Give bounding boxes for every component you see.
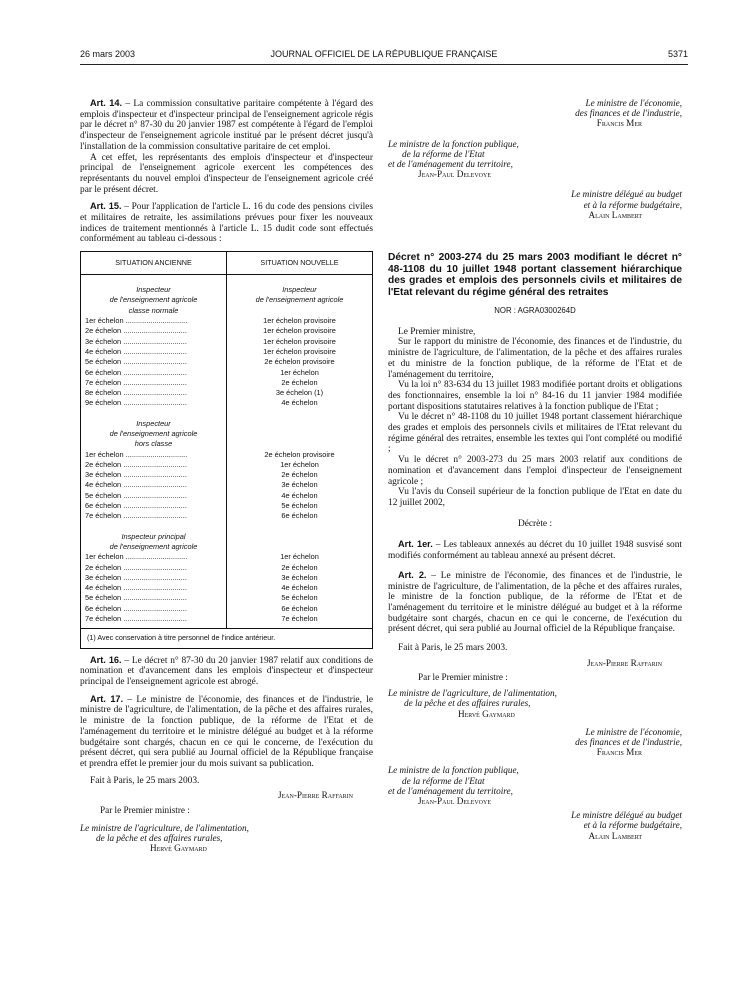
header-page-number: 5371 — [667, 49, 688, 59]
par-premier-ministre: Par le Premier ministre : — [100, 804, 190, 815]
page-header — [80, 49, 688, 63]
table-cell-new: 7e échelon — [281, 614, 318, 624]
article-2-text: – Le ministre de l'économie, des finances et de l'industrie, le ministre de l'agriculture, de l'alimentation, de la pêche et des affaires rurales, le ministre de la fonction publique, de la réforme de l'Etat et de l'aménagement du territoire et le ministre délégué au budget et à la réforme budgétaire sont chargés, chacun en ce qui le concerne, de l'exécution du présent décret, qui sera publié au Journal officiel de la République française. — [388, 570, 682, 635]
table-group-title-new — [231, 532, 368, 553]
table-group-title-old: Inspecteur de l'enseignement agricole classe normale — [109, 285, 198, 315]
visa-decret-2003-273: Vu le décret n° 2003-273 du 25 mars 2003 relatif aux conditions de nomination et d'avancement dans l'emploi d'inspecteur de l'enseignement agricole ; — [388, 455, 682, 487]
table-cell-old: 8e échelon ............................... — [85, 388, 187, 398]
min-agri-right-line2: de la pêche et des affaires rurales, — [404, 698, 531, 709]
min-agri-line2: de la pêche et des affaires rurales, — [96, 832, 223, 843]
sig-bud-line1: Le ministre délégué au budget — [571, 189, 682, 200]
sig-bud-line2: et à la réforme budgétaire, — [583, 199, 682, 210]
table-cell-old: 5e échelon ............................... — [85, 357, 187, 367]
sig-eco-right-name: Francis Mer — [596, 747, 642, 758]
article-16 — [80, 655, 373, 688]
table-cell-old: 3e échelon ............................... — [85, 470, 187, 480]
table-cell-new: 1er échelon provisoire — [263, 346, 336, 356]
article-17-label: Art. 17. — [90, 693, 124, 704]
article-14-label: Art. 14. — [90, 98, 123, 108]
header-date: 26 mars 2003 — [80, 49, 136, 59]
header-journal-title: JOURNAL OFFICIEL DE LA RÉPUBLIQUE FRANÇAISE — [270, 49, 498, 59]
sig-fp-right-name: Jean-Paul Delevoye — [418, 795, 491, 806]
table-cell-old: 4e échelon ............................... — [85, 480, 187, 490]
table-body — [81, 275, 372, 628]
min-agri-line1: Le ministre de l'agriculture, de l'alimentation, — [80, 822, 249, 833]
table-cell-old: 1er échelon .............................. — [85, 316, 188, 326]
table-cell-old: 4e échelon ............................... — [85, 346, 187, 356]
table-header-new: SITUATION NOUVELLE — [260, 257, 339, 267]
table-cell-old: 6e échelon ............................... — [85, 367, 187, 377]
sig-fp-line3: et de l'aménagement du territoire, — [388, 159, 513, 170]
decrete-heading: Décrète : — [517, 518, 553, 529]
article-15-label: Art. 15. — [90, 201, 122, 212]
sig-bud-right-line2: et à la réforme budgétaire, — [583, 820, 682, 831]
sig-fp-right-line2: de la réforme de l'Etat — [402, 775, 485, 786]
article-17 — [80, 694, 373, 770]
table-cell-new: 6e échelon — [281, 603, 318, 613]
sig-eco-right-line1: Le ministre de l'économie, — [585, 726, 682, 737]
table-footnote: (1) Avec conservation à titre personnel de l'indice antérieur. — [81, 628, 372, 647]
table-cell-old: 6e échelon ............................... — [85, 603, 187, 613]
table-cell-new: 2e échelon — [281, 470, 318, 480]
article-2 — [388, 570, 682, 635]
table-cell-new: 2e échelon — [281, 377, 318, 387]
sig-bud-right-name: Alain Lambert — [588, 830, 642, 841]
table-cell-new: 2e échelon provisoire — [264, 449, 335, 459]
signature-date-right: Fait à Paris, le 25 mars 2003. — [398, 643, 508, 654]
table-cell-new: 1er échelon — [280, 459, 319, 469]
table-cell-new: 1er échelon provisoire — [263, 336, 336, 346]
article-1 — [388, 539, 682, 561]
table-cell-old: 7e échelon ............................... — [85, 511, 187, 521]
article-16-label: Art. 16. — [90, 654, 122, 665]
article-17-text: – Le ministre de l'économie, des finances et de l'industrie, le ministre de l'agriculture, de l'alimentation, de la pêche et des affaires rurales, le ministre de la fonction publique, de la réforme de l'Etat et de l'aménagement du territoire et le ministre délégué au budget et à la réforme budgétaire sont chargés, chacun en ce qui le concerne, de l'exécution du présent décret, qui sera publié au Journal officiel de la République française et prendra effet le premier jour du mois suivant sa publication. — [80, 694, 373, 769]
table-cell-old: 2e échelon ............................... — [85, 459, 187, 469]
table-cell-new: 4e échelon — [281, 490, 318, 500]
article-15-text: – Pour l'application de l'article L. 16 du code des pensions civiles et militaires de retraite, les assimilations prévues pour fixer les nouveaux indices de traitement mentionnés à l'article L. 15 dudit code sont effectués conformément au tableau ci-dessous : — [80, 202, 373, 245]
signer-prime-minister: Jean-Pierre Raffarin — [277, 790, 353, 801]
min-agri-name: Hervé Gaymard — [150, 843, 207, 854]
table-header-old: SITUATION ANCIENNE — [81, 252, 227, 274]
visa-decret-48-1108: Vu le décret n° 48-1108 du 10 juillet 1948 portant classement hiérarchique des grades et emplois des personnels civils et militaires de l'Etat relevant du régime général des retraites, ensemble les textes qui l'ont complété ou modifié ; — [388, 412, 682, 455]
table-column-new — [227, 275, 372, 628]
sig-eco-line1: Le ministre de l'économie, — [585, 98, 682, 108]
table-cell-new: 4e échelon — [281, 398, 318, 408]
table-cell-old: 1er échelon .............................. — [85, 449, 188, 459]
table-cell-old: 2e échelon ............................... — [85, 562, 187, 572]
visa-conseil-superieur: Vu l'avis du Conseil supérieur de la fonction publique de l'Etat en date du 12 juillet 2002, — [388, 487, 682, 508]
table-header — [81, 252, 372, 275]
table-cell-old: 6e échelon ............................... — [85, 501, 187, 511]
table-cell-new: 3e échelon — [281, 572, 318, 582]
table-cell-old: 4e échelon ............................... — [85, 583, 187, 593]
table-cell-new: 1er échelon provisoire — [263, 316, 336, 326]
table-cell-old: 7e échelon ............................... — [85, 377, 187, 387]
article-14-text: – La commission consultative paritaire compétente à l'égard des emplois d'inspecteur et d'inspecteur principal de l'enseignement agricole régis par le décret n° 87-30 du 20 janvier 1987 est compétente à l'égard de l'emploi d'inspecteur de l'enseignement agricole institué par le présent décret jusqu'à l'installation de la commission consultative paritaire de cet emploi. — [80, 99, 373, 152]
table-cell-new: 1er échelon provisoire — [263, 326, 336, 336]
signature-date: Fait à Paris, le 25 mars 2003. — [90, 775, 200, 786]
nor-reference: NOR : AGRA0300264D — [494, 306, 576, 316]
table-cell-old: 7e échelon ............................... — [85, 614, 187, 624]
header-rule — [80, 64, 688, 65]
table-cell-new: 5e échelon — [281, 593, 318, 603]
par-premier-ministre-right: Par le Premier ministre : — [418, 671, 508, 682]
sig-fp-line1: Le ministre de la fonction publique, — [388, 138, 519, 149]
sig-fp-name: Jean-Paul Delevoye — [418, 169, 491, 180]
min-agri-right-name: Hervé Gaymard — [458, 708, 515, 719]
table-cell-new: 1er échelon — [280, 367, 319, 377]
sig-bud-name: Alain Lambert — [588, 209, 642, 220]
sig-bud-right-line1: Le ministre délégué au budget — [571, 810, 682, 821]
decree-title: Décret n° 2003-274 du 25 mars 2003 modifiant le décret n° 48-1108 du 10 juillet 1948 portant classement hiérarchique des grades et emplois des personnels civils et militaires de l'Etat relevant du régime général des retraites — [388, 252, 682, 298]
min-agri-right-line1: Le ministre de l'agriculture, de l'alimentation, — [388, 688, 557, 699]
sig-eco-name: Francis Mer — [596, 118, 642, 129]
table-cell-new: 4e échelon — [281, 583, 318, 593]
article-15 — [80, 201, 373, 245]
table-cell-old: 3e échelon ............................... — [85, 572, 187, 582]
article-14 — [80, 98, 373, 153]
table-cell-new: 3e échelon — [281, 480, 318, 490]
table-cell-new: 5e échelon — [281, 501, 318, 511]
table-cell-old: 5e échelon ............................... — [85, 593, 187, 603]
table-group-title-old: Inspecteur principal de l'enseignement agricole — [109, 531, 198, 551]
premier-ministre-line: Le Premier ministre, — [398, 326, 476, 337]
table-group-title-new: Inspecteur de l'enseignement agricole — [255, 285, 344, 305]
sig-fp-right-line3: et de l'aménagement du territoire, — [388, 785, 513, 796]
article-1-label: Art. 1er. — [398, 539, 433, 550]
assimilation-table — [80, 251, 373, 649]
table-cell-new: 2e échelon — [281, 562, 318, 572]
sig-fp-line2: de la réforme de l'Etat — [402, 148, 485, 159]
table-cell-new: 3e échelon (1) — [275, 388, 324, 398]
table-cell-new: 1er échelon — [280, 552, 319, 562]
signer-prime-minister-right: Jean-Pierre Raffarin — [586, 657, 662, 668]
table-cell-old: 1er échelon .............................. — [85, 552, 188, 562]
article-14-paragraph-2: A cet effet, les représentants des emplois d'inspecteur et d'inspecteur principal de l'enseignement agricole exercent les compétences des représentants du nouvel emploi d'inspecteur de l'enseignement agricole créé par le présent décret. — [80, 152, 373, 195]
sig-fp-right-line1: Le ministre de la fonction publique, — [388, 765, 519, 776]
sig-eco-line2: des finances et de l'industrie, — [575, 108, 682, 119]
table-cell-old: 5e échelon ............................... — [85, 490, 187, 500]
left-column — [80, 98, 373, 853]
table-group-title-new — [231, 419, 368, 450]
table-cell-old: 3e échelon ............................... — [85, 336, 187, 346]
table-cell-old: 2e échelon ............................... — [85, 326, 187, 336]
article-16-text: – Le décret n° 87-30 du 20 janvier 1987 relatif aux conditions de nomination et d'avancement dans les emplois d'inspecteur et d'inspecteur principal de l'enseignement agricole est abrogé. — [80, 655, 373, 688]
article-2-label: Art. 2. — [398, 569, 427, 580]
visa-loi-83-634: Vu la loi n° 83-634 du 13 juillet 1983 modifiée portant droits et obligations des fonctionnaires, ensemble la loi n° 84-16 du 11 janvier 1984 modifiée portant dispositions statutaires relatives à la fonction publique de l'Etat ; — [388, 380, 682, 412]
visa-rapport: Sur le rapport du ministre de l'économie, des finances et de l'industrie, du ministre de l'agriculture, de l'alimentation, de la pêche et des affaires rurales et du ministre de la fonction publique, de la réforme de l'Etat et de l'aménagement du territoire, — [388, 337, 682, 380]
sig-eco-right-line2: des finances et de l'industrie, — [575, 736, 682, 747]
table-cell-new: 2e échelon provisoire — [264, 357, 335, 367]
article-1-text: – Les tableaux annexés au décret du 10 juillet 1948 susvisé sont modifiés conformément au tableau annexé au présent décret. — [388, 540, 682, 562]
table-cell-new: 6e échelon — [281, 511, 318, 521]
right-column — [388, 98, 682, 841]
table-cell-old: 9e échelon ............................... — [85, 398, 187, 408]
table-group-title-old: Inspecteur de l'enseignement agricole hors classe — [109, 418, 198, 449]
table-column-old — [81, 275, 227, 628]
